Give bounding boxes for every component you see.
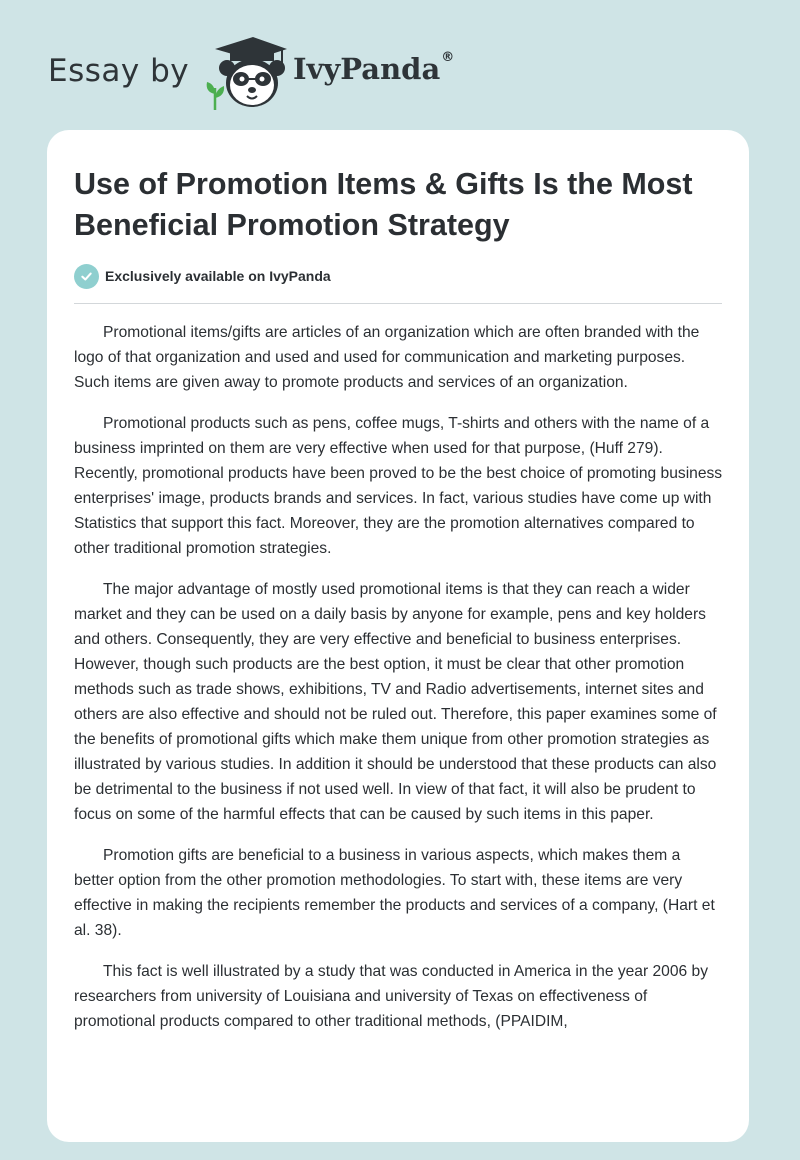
brand-name[interactable]: IvyPanda® <box>293 50 455 86</box>
exclusive-badge <box>74 263 331 289</box>
exclusive-label: Exclusively available on IvyPanda <box>105 268 331 284</box>
essay-body <box>74 320 724 1050</box>
check-circle-icon <box>74 264 99 289</box>
site-header <box>48 34 508 114</box>
paragraph-3: The major advantage of mostly used promotional items is that they can reach a wider market and they can be used on a daily basis by anyone for example, pens and key holders and others. Consequently, they are very effective and beneficial to business enterprises. However, though such products are the best option, it must be clear that other promotion methods such as trade shows, exhibitions, TV and Radio advertisements, internet sites and others are also effective and should not be ruled out. Therefore, this paper examines some of the benefits of promotional gifts which make them unique from other promotion strategies as illustrated by various studies. In addition it should be understood that these products can also be detrimental to the business if not used well. In view of that fact, it will also be prudent to focus on some of the harmful effects that can be caused by such items in this paper. <box>74 581 717 823</box>
divider <box>74 303 722 304</box>
panda-graduate-logo-icon[interactable] <box>203 34 287 110</box>
paragraph-5: This fact is well illustrated by a study that was conducted in America in the year 2006 by researchers from university of Louisiana and university of Texas on effectiveness of promotional products compared to other traditional methods, (PPAIDIM, <box>74 963 708 1030</box>
paragraph-1: Promotional items/gifts are articles of an organization which are often branded with the logo of that organization and used and used for communication and marketing purposes. Such items are given away to promote products and services of an organization. <box>74 324 700 391</box>
registered-mark: ® <box>441 50 455 65</box>
essay-card <box>47 130 749 1142</box>
paragraph-2: Promotional products such as pens, coffee mugs, T-shirts and others with the name of a business imprinted on them are very effective when used for that purpose, (Huff 279). Recently, promotional products have been proved to be the best choice of promoting business enterprises' image, products brands and services. In fact, various studies have come up with Statistics that support this fact. Moreover, they are the promotion alternatives compared to other traditional promotion strategies. <box>74 415 723 557</box>
essay-title: Use of Promotion Items & Gifts Is the Most Beneficial Promotion Strategy <box>74 167 693 242</box>
essay-by-label: Essay by <box>48 53 190 89</box>
paragraph-4: Promotion gifts are beneficial to a business in various aspects, which makes them a better option from the other promotion methodologies. To start with, these items are very effective in making the recipients remember the products and services of a company, (Hart et al. 38). <box>74 847 715 939</box>
